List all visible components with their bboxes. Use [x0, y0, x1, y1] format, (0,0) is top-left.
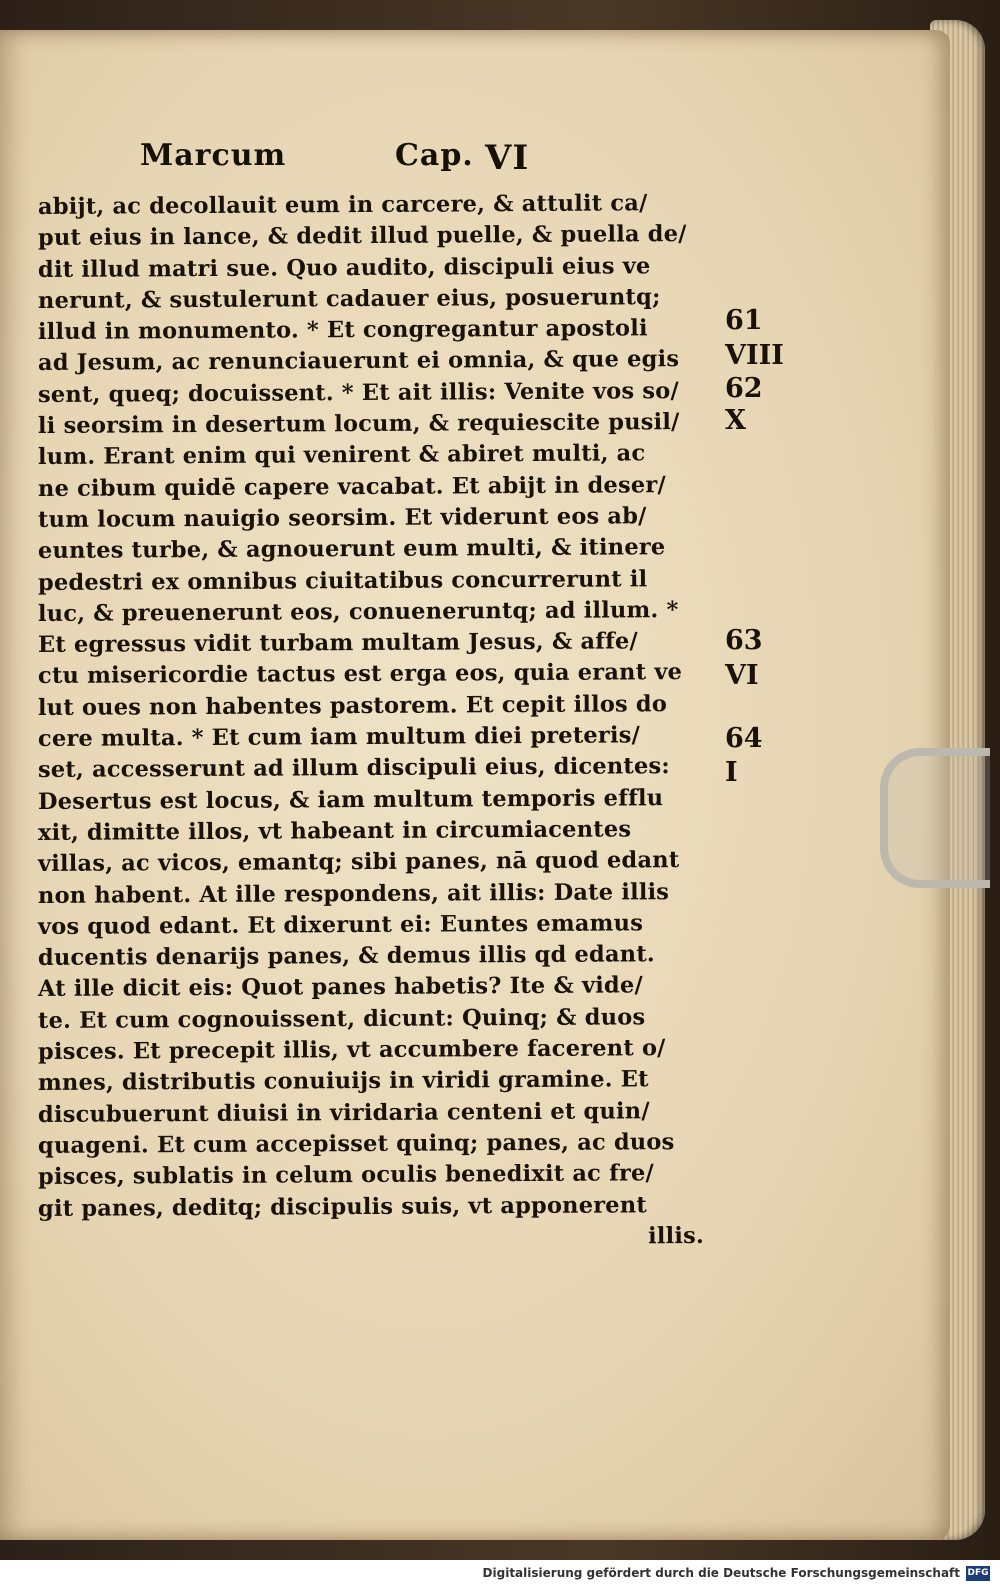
text-line: pedestri ex omnibus ciuitatibus concurrerunt il	[37, 565, 648, 596]
book-clasp	[880, 748, 990, 888]
margin-note: 64	[725, 723, 763, 754]
text-line: git panes, deditq; discipulis suis, vt apponerent	[37, 1191, 648, 1222]
text-line: villas, ac vicos, emantq; sibi panes, nā quod edant	[37, 847, 680, 878]
text-line: At ille dicit eis: Quot panes habetis? Ite & vide/	[37, 972, 643, 1003]
page-header	[140, 138, 560, 188]
text-line: pisces, sublatis in celum oculis benedixit ac fre/	[37, 1160, 655, 1191]
chapter-label: Cap.	[395, 138, 474, 173]
catchword: illis.	[648, 1222, 705, 1250]
text-line: set, accesserunt ad illum discipuli eius, dicentes:	[37, 753, 670, 784]
body-text	[38, 192, 718, 1256]
text-line: non habent. At ille respondens, ait illis: Date illis	[37, 878, 670, 909]
chapter-number: VI	[485, 138, 530, 178]
text-line: lut oues non habentes pastorem. Et cepit illos do	[37, 690, 668, 721]
margin-note: VIII	[725, 340, 784, 371]
text-line: ne cibum quidē capere vacabat. Et abijt in deser/	[37, 471, 666, 502]
text-line: sent, queq; docuissent. * Et ait illis: Venite vos so/	[37, 377, 679, 408]
text-line: ducentis denarijs panes, & demus illis qd edant.	[37, 941, 655, 972]
margin-note: X	[725, 405, 746, 436]
text-line: illud in monumento. * Et congregantur apostoli	[37, 315, 648, 346]
text-line: pisces. Et precepit illis, vt accumbere facerent o/	[37, 1035, 666, 1066]
text-line: cere multa. * Et cum iam multum diei preteris/	[37, 722, 641, 753]
text-line: lum. Erant enim qui venirent & abiret multi, ac	[37, 440, 646, 471]
text-line: mnes, distributis conuiuijs in viridi gramine. Et	[37, 1066, 649, 1097]
text-line: vos quod edant. Et dixerunt ei: Euntes emamus	[37, 910, 644, 940]
text-line: ctu misericordie tactus est erga eos, quia erant ve	[37, 659, 683, 690]
text-line: tum locum nauigio seorsim. Et viderunt eos ab/	[37, 503, 647, 533]
margin-note: VI	[725, 660, 759, 691]
text-line: put eius in lance, & dedit illud puelle, & puella de/	[37, 221, 687, 252]
text-line: nerunt, & sustulerunt cadauer eius, posueruntq;	[37, 284, 661, 314]
text-line: euntes turbe, & agnouerunt eum multi, & itinere	[37, 534, 666, 565]
margin-note: 62	[725, 373, 763, 404]
text-line: discubuerunt diuisi in viridaria centeni et quin/	[37, 1097, 650, 1128]
text-line: ad Jesum, ac renunciauerunt ei omnia, & que egis	[37, 346, 680, 377]
text-line: xit, dimitte illos, vt habeant in circumiacentes	[37, 816, 632, 846]
dfg-logo-icon: DFG	[966, 1566, 990, 1581]
footer-bar	[0, 1560, 1000, 1590]
text-line: te. Et cum cognouissent, dicunt: Quinq; & duos	[37, 1004, 646, 1034]
running-title: Marcum	[140, 138, 287, 173]
text-line: dit illud matri sue. Quo audito, discipuli eius ve	[37, 252, 651, 283]
text-line: Desertus est locus, & iam multum temporis efflu	[37, 784, 664, 815]
text-line: li seorsim in desertum locum, & requiescite pusil/	[37, 409, 680, 440]
text-line: quageni. Et cum accepisset quinq; panes, ac duos	[37, 1129, 675, 1159]
footer-credit: Digitalisierung gefördert durch die Deutsche Forschungsgemeinschaft	[482, 1566, 960, 1580]
text-line: Et egressus vidit turbam multam Jesus, & affe/	[37, 628, 639, 659]
text-line: abijt, ac decollauit eum in carcere, & attulit ca/	[37, 190, 648, 220]
margin-note: 63	[725, 625, 763, 656]
margin-note: I	[725, 757, 738, 788]
text-line: luc, & preuenerunt eos, conueneruntq; ad illum. *	[37, 596, 679, 627]
margin-note: 61	[725, 305, 763, 336]
